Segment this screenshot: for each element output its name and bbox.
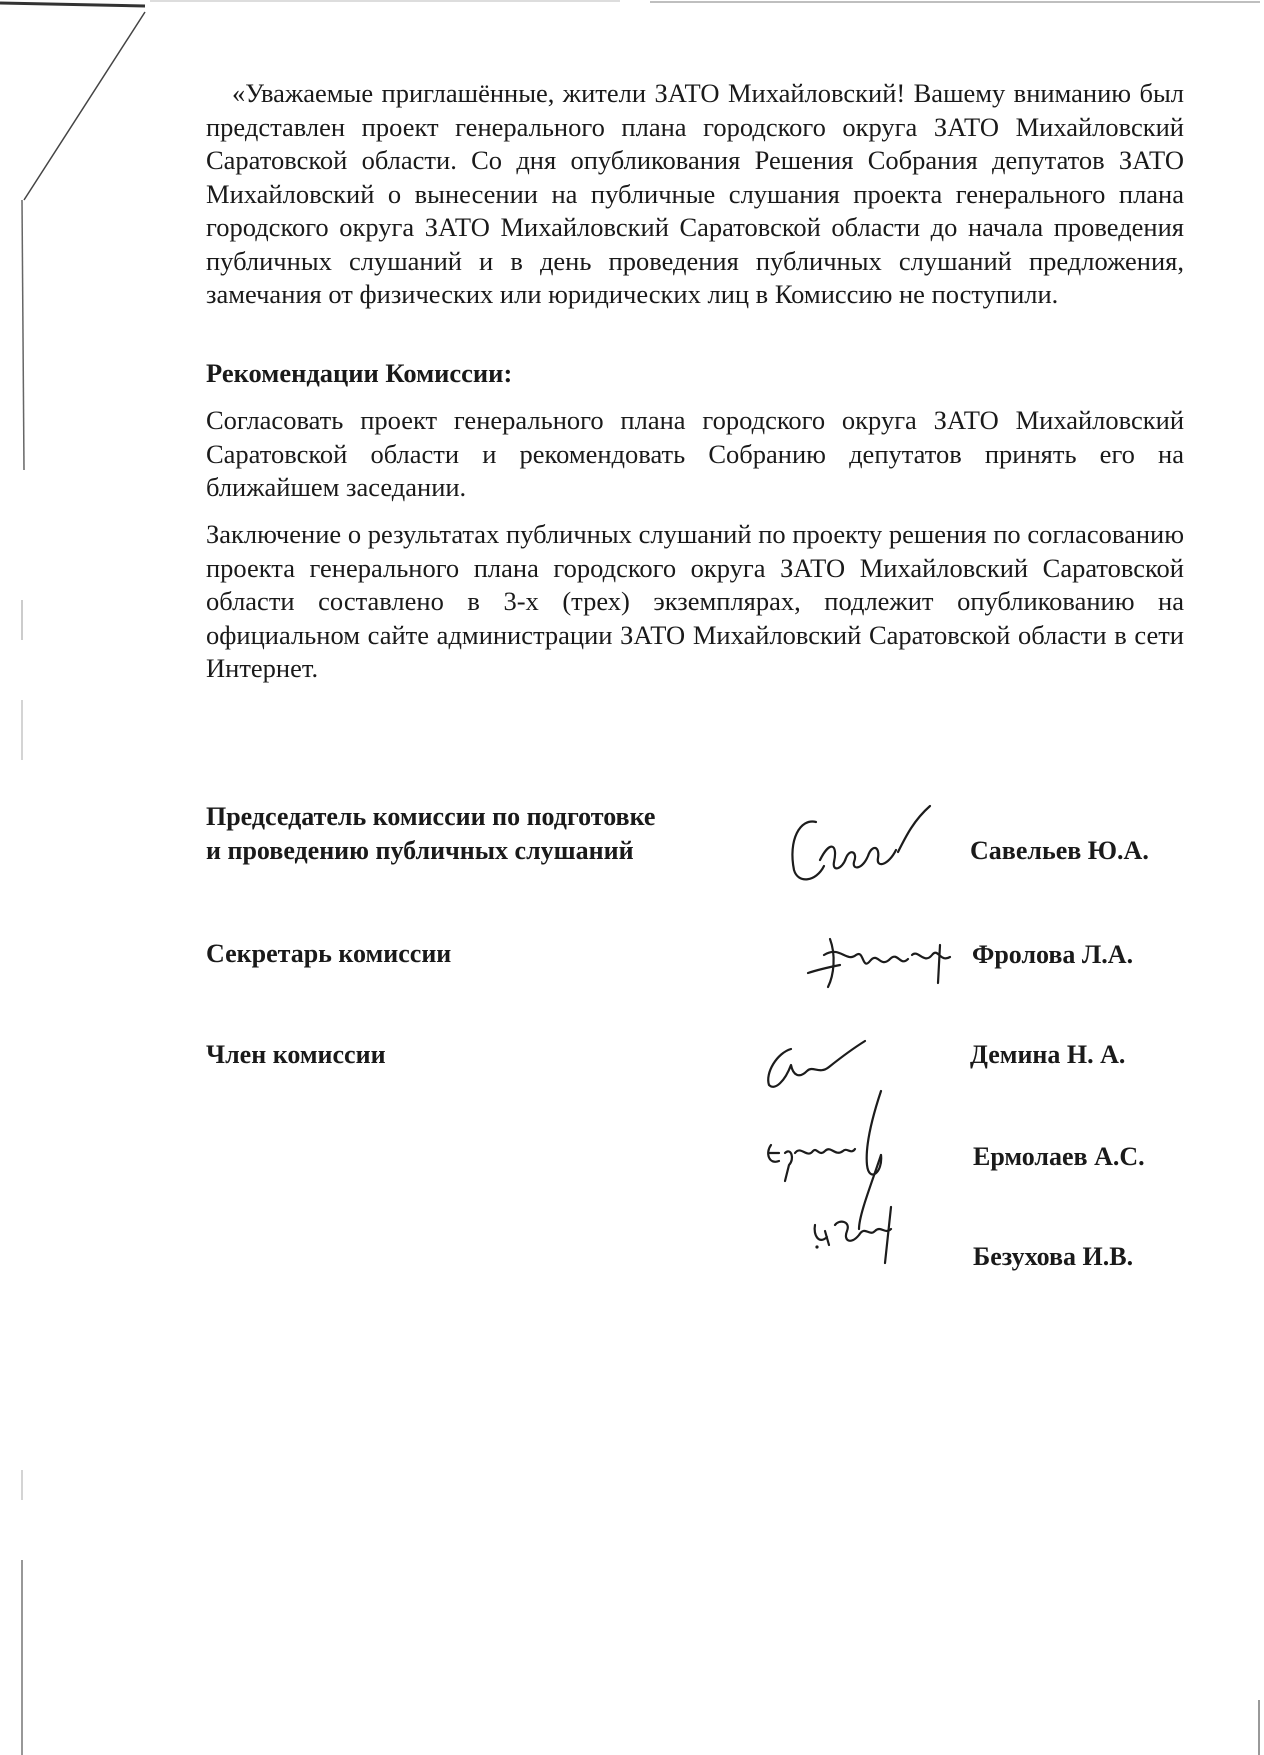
secretary-signature: [800, 925, 960, 995]
chairman-label: [206, 800, 655, 867]
conclusion-paragraph: Заключение о результатах публичных слушаний по проекту решения по согласованию проекта генерального плана городского округа ЗАТО Михайловский Саратовской области составлено в 3-х (трех) экземплярах, подлежит опубликованию на официальном сайте администрации ЗАТО Михайловский Саратовской области в сети Интернет.: [206, 519, 1184, 683]
member-3-name: Безухова И.В.: [973, 1242, 1134, 1271]
chairman-signature: [780, 800, 940, 890]
secretary-label: Секретарь комиссии: [206, 939, 452, 968]
member-2-name: Ермолаев А.С.: [973, 1142, 1145, 1171]
intro-paragraph: «Уважаемые приглашённые, жители ЗАТО Михайловский! Вашему вниманию был представлен проект генерального плана городского округа ЗАТО Михайловский Саратовской области. Со дня опубликования Решения Собрания депутатов ЗАТО Михайловский о вынесении на публичные слушания проекта генерального плана городского округа ЗАТО Михайловский Саратовской области до начала проведения публичных слушаний и в день проведения публичных слушаний предложения, замечания от физических или юридических лиц в Комиссию не поступили.: [206, 78, 1184, 309]
chairman-label-line1: Председатель комиссии по подготовке: [206, 802, 656, 831]
recommendations-heading: Рекомендации Комиссии:: [206, 358, 513, 388]
chairman-name: Савельев Ю.А.: [970, 836, 1149, 865]
member-label: Член комиссии: [206, 1040, 386, 1069]
recommendations-paragraph: Согласовать проект генерального плана городского округа ЗАТО Михайловский Саратовской области и рекомендовать Собранию депутатов принять его на ближайшем заседании.: [206, 405, 1184, 502]
chairman-label-line2: и проведению публичных слушаний: [206, 835, 634, 865]
member-signatures: [755, 1035, 935, 1265]
member-1-name: Демина Н. А.: [970, 1040, 1126, 1069]
secretary-name: Фролова Л.А.: [972, 940, 1134, 969]
